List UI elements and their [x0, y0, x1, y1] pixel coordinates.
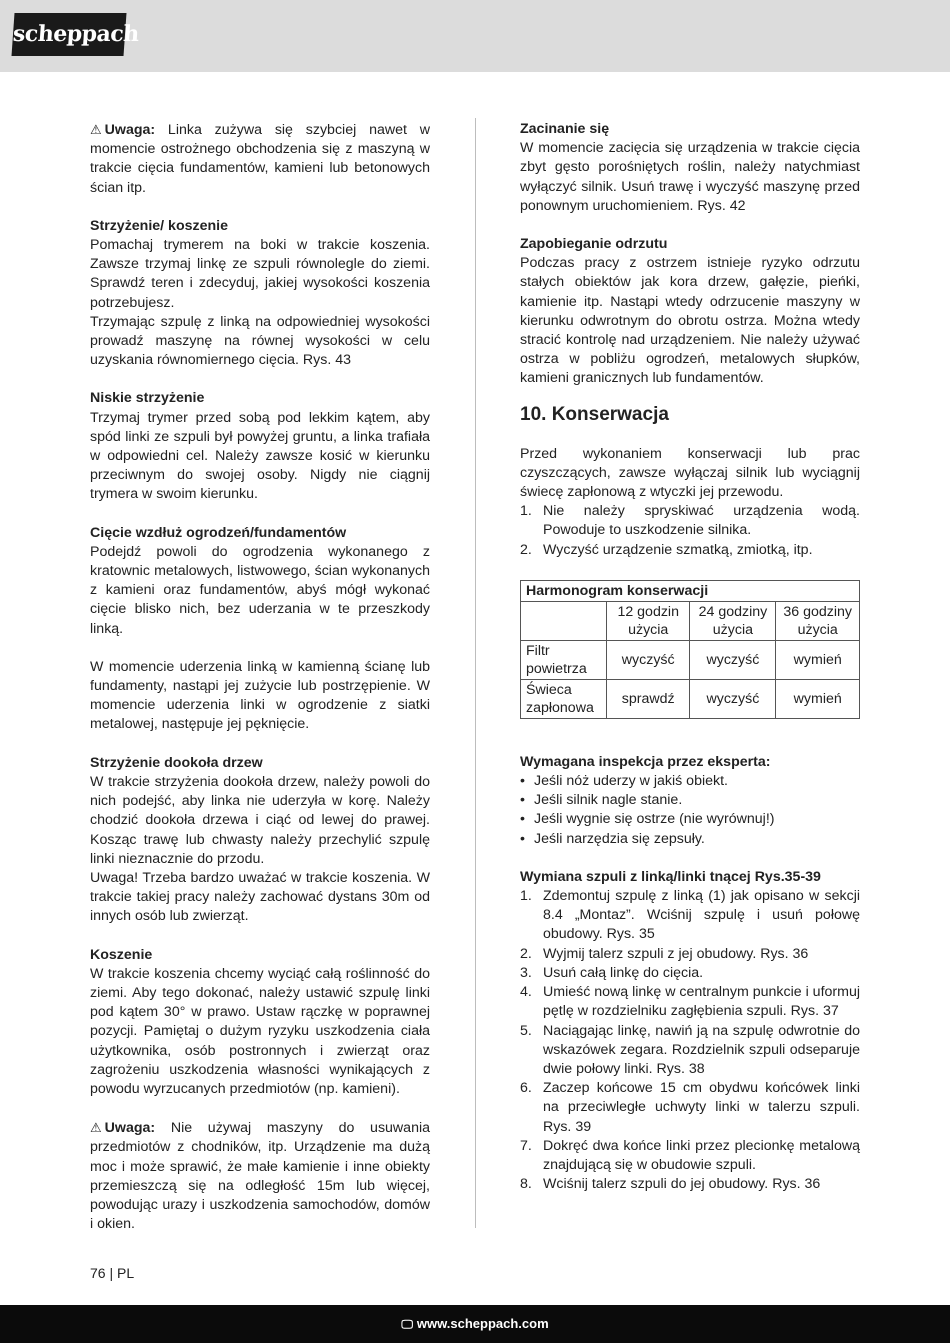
- list-item: 5. Naciągając linkę, nawiń ją na szpulę odwrotnie do wskazówek zegara. Rozdzielnik szpuli odseparuje dwie połowy linki. Rys. 38: [520, 1022, 860, 1077]
- section-heading: Niskie strzyżenie: [90, 390, 205, 407]
- list-item: 4. Umieść nową linkę w centralnym punkcie i uformuj pętlę w rozdzielniku zagłębienia szpuli. Rys. 37: [520, 984, 860, 1020]
- body-paragraph: Podejdź powoli do ogrodzenia wykonanego z kratownic metalowych, listwowego, ścian wykonanych z kamieni oraz fundamentów, abyś mógł wykonać cięcie blisko nich, bez uderzania w te przeszkody linką.: [90, 543, 430, 637]
- section-heading: Strzyżenie dookoła drzew: [90, 754, 263, 771]
- body-paragraph: Pomachaj trymerem na boki w trakcie koszenia. Zawsze trzymaj linkę ze szpuli równolegle do ziemi. Sprawdź teren i zdecyduj, jakiej wysokości koszenia potrzebujesz.: [90, 237, 430, 311]
- spool-replacement-list: [520, 887, 860, 1194]
- column-divider: [475, 118, 476, 1228]
- table-header: 12 godzin użycia: [607, 601, 690, 640]
- body-paragraph: Trzymaj trymer przed sobą pod lekkim kątem, aby spód linki ze szpuli był powyżej gruntu, a linka trafiała w odpowiedni cel. Należy zawsze kosić w kierunku przeciwnym do swojej osoby. Nigdy nie ciągnij trymera w swoim kierunku.: [90, 409, 430, 503]
- list-item: 3. Usuń całą linkę do cięcia.: [520, 964, 704, 981]
- body-paragraph: W trakcie koszenia chcemy wyciąć całą roślinność do ziemi. Aby tego dokonać, należy ustawić szpulę linki pod kątem 30° w prawo. Ustaw rączkę w poprawnej pozycji. Pamiętaj o dużym ryzyku uszkodzenia ciała użytkownika, osób postronnych i zwierząt oraz zagrożeniu uszkodzenia własności wynikających z powodu wyrzucanych przedmiotów (np. kamieni).: [90, 965, 430, 1097]
- body-paragraph: Uwaga! Trzeba bardzo uważać w trakcie koszenia. W trakcie takiej pracy należy zachować dystans 30m od innych osób lub zwierząt.: [90, 869, 430, 925]
- page-number: 76 | PL: [90, 1265, 135, 1281]
- body-paragraph: W momencie uderzenia linką w kamienną ścianę lub fundamenty, nastąpi jej zużycie lub postrzępienie. W momencie uderzenia linki w ogrodzenie z siatki metalowej, następuje jej pęknięcie.: [90, 658, 430, 733]
- warning-paragraph-1: ⚠ Uwaga: Linka zużywa się szybciej nawet w momencie ostrożnego obchodzenia się z maszyną w trakcie cięcia fundamentów, kamieni lub betonowych ścian itp.: [90, 122, 430, 196]
- inspection-list: [520, 772, 860, 849]
- section-heading: Wymagana inspekcja przez eksperta:: [520, 753, 771, 770]
- table-cell: sprawdź: [607, 679, 690, 718]
- body-paragraph: W momencie zacięcia się urządzenia w trakcie cięcia zbyt gęsto porośniętych roślin, należy natychmiast wyłączyć silnik. Usuń trawę i wyczyść maszynę przed ponownym uruchomieniem. Rys. 42: [520, 140, 860, 214]
- section-heading: Wymiana szpuli z linką/linki tnącej Rys.35-39: [520, 868, 821, 885]
- footer-bar: [0, 1305, 950, 1343]
- list-item: 8. Wciśnij talerz szpuli do jej obudowy. Rys. 36: [520, 1176, 821, 1193]
- table-cell: wymień: [776, 679, 860, 718]
- list-item: • Jeśli narzędzia się zepsuły.: [520, 830, 705, 847]
- warning-icon: ⚠: [90, 1120, 102, 1136]
- left-column: [90, 120, 430, 1234]
- section-heading: Zacinanie się: [520, 121, 610, 137]
- table-cell: Filtr powietrza: [521, 640, 607, 679]
- table-header: 36 godziny użycia: [776, 601, 860, 640]
- scheppach-logo: scheppach: [11, 13, 126, 56]
- table-cell: wyczyść: [690, 679, 776, 718]
- list-item: 2. Wyczyść urządzenie szmatką, zmiotką, itp.: [520, 541, 813, 558]
- list-item: 2. Wyjmij talerz szpuli z jej obudowy. Rys. 36: [520, 945, 809, 962]
- list-item: 7. Dokręć dwa końce linki przez plecionkę metalową znajdującą się w obudowie szpuli.: [520, 1137, 860, 1173]
- maintenance-schedule-table: [520, 580, 860, 719]
- section-heading: Cięcie wzdłuż ogrodzeń/fundamentów: [90, 524, 347, 541]
- section-heading: Koszenie: [90, 946, 153, 963]
- chapter-title: 10. Konserwacja: [520, 403, 669, 425]
- table-row: [521, 679, 860, 718]
- maintenance-list: [520, 502, 860, 560]
- body-paragraph: Podczas pracy z ostrzem istnieje ryzyko odrzutu stałych obiektów jak kora drzew, gałęzie, pieńki, kamienie itp. Nastąpi wtedy odrzucenie maszyny w kierunku odwrotnym do obrotu ostrza. Można wtedy stracić kontrolę nad urządzeniem. Nie należy używać ostrza w pobliżu ogrodzeń, metalowych słupków, kamieni granicznych lub fundamentów.: [520, 255, 860, 387]
- list-item: • Jeśli silnik nagle stanie.: [520, 792, 683, 809]
- list-item: 1. Zdemontuj szpulę z linką (1) jak opisano w sekcji 8.4 „Montaz”. Wciśnij szpulę i usuń połowę obudowy. Rys. 35: [520, 888, 860, 943]
- table-cell: wyczyść: [607, 640, 690, 679]
- section-heading: Zapobieganie odrzutu: [520, 236, 668, 253]
- body-paragraph: Trzymając szpulę z linką na odpowiedniej wysokości prowadź maszynę na równej wysokości w celu uzyskania równomiernego cięcia. Rys. 43: [90, 313, 430, 369]
- monitor-icon: 🖵: [401, 1317, 413, 1331]
- table-row: [521, 640, 860, 679]
- list-item: • Jeśli wygnie się ostrze (nie wyrównuj!): [520, 811, 775, 828]
- body-paragraph: Przed wykonaniem konserwacji lub prac czyszczących, zawsze wyłączaj silnik lub wyciągnij świecę zapłonową z wtyczki jej przewodu.: [520, 445, 860, 501]
- warning-paragraph-2: ⚠ Uwaga: Nie używaj maszyny do usuwania przedmiotów z chodników, itp. Urządzenie ma dużą moc i może sprawić, że małe kamienie i inne obiekty przemieszczą się na odległość 15m lub więcej, powodując urazy i uszkodzenia samochodów, domów i okien.: [90, 1120, 430, 1233]
- warning-icon: ⚠: [90, 122, 102, 137]
- list-item: • Jeśli nóż uderzy w jakiś obiekt.: [520, 773, 728, 790]
- page-header: [0, 0, 950, 72]
- table-header: 24 godziny użycia: [690, 601, 776, 640]
- list-item: 6. Zaczep końcowe 15 cm obydwu końcówek linki na przeciwległe uchwyty linki w talerzu szpuli. Rys. 39: [520, 1080, 860, 1135]
- list-item: 1. Nie należy spryskiwać urządzenia wodą. Powoduje to uszkodzenie silnika.: [520, 503, 860, 539]
- table-cell: wymień: [776, 640, 860, 679]
- table-cell: wyczyść: [690, 640, 776, 679]
- section-heading: Strzyżenie/ koszenie: [90, 217, 228, 234]
- website-link[interactable]: www.scheppach.com: [416, 1316, 549, 1331]
- body-paragraph: W trakcie strzyżenia dookoła drzew, należy powoli do nich podejść, aby linka nie uderzyła w korę. Należy chodzić dookoła drzewa i ciąć od lewej do prawej. Kosząc trawę lub chwasty należy przechylić szpulę linki nieznacznie do przodu.: [90, 773, 430, 867]
- table-cell: Świeca zapłonowa: [521, 679, 607, 718]
- table-title: Harmonogram konserwacji: [521, 580, 860, 601]
- right-column: [520, 120, 860, 1194]
